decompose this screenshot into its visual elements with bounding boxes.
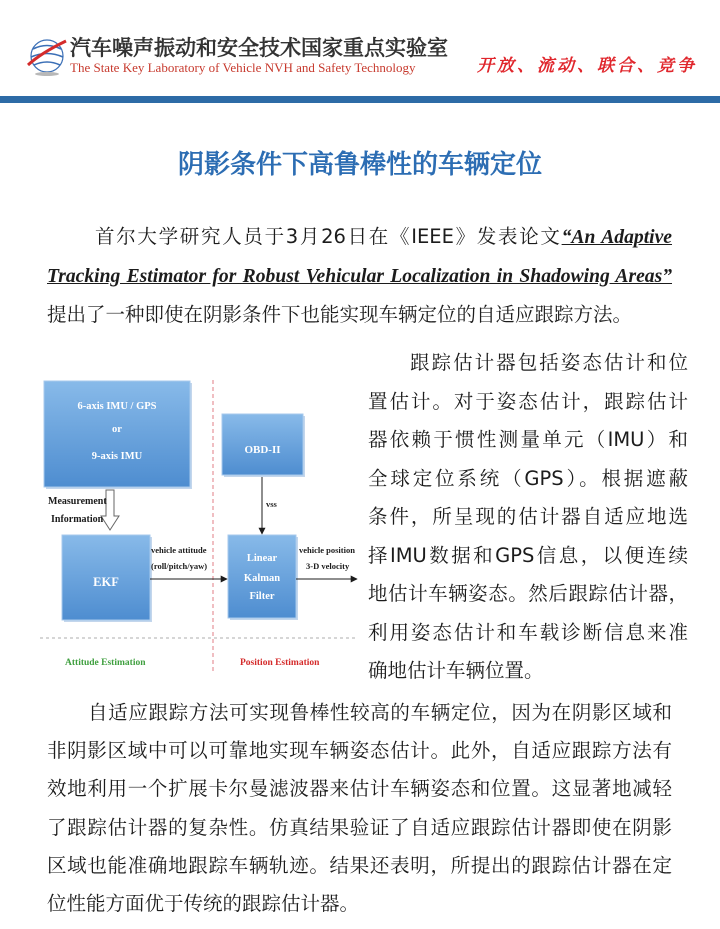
conclusion-line: 位性能方面优于传统的跟踪估计器。 bbox=[47, 892, 360, 916]
measurement-label-line-2: Information bbox=[51, 514, 104, 525]
lab-logo-icon bbox=[26, 32, 68, 78]
attitude-arrow-label-line-2: (roll/pitch/yaw) bbox=[151, 561, 208, 571]
conclusion-line: 非阴影区域中可以可靠地实现车辆姿态估计。此外，自适应跟踪方法有 bbox=[47, 739, 672, 763]
obd-label: OBD-II bbox=[244, 444, 281, 456]
intro-line-3: 提出了一种即使在阴影条件下也能实现车辆定位的自适应跟踪方法。 bbox=[47, 303, 633, 326]
kalman-label-line-3: Filter bbox=[249, 591, 275, 602]
imu-box-line-2: or bbox=[112, 424, 122, 435]
paper-title-part-2: Tracking Estimator for Robust Vehicular Localization in Shadowing Areas” bbox=[47, 266, 672, 287]
lab-name-chinese: 汽车噪声振动和安全技术国家重点实验室 bbox=[70, 36, 448, 60]
intro-line-2 bbox=[47, 257, 672, 296]
side-text-line: 地估计车辆姿态。然后跟踪估计器， bbox=[368, 582, 688, 605]
logo-base-shadow bbox=[35, 72, 59, 76]
lab-name-english: The State Key Laboratory of Vehicle NVH and Safety Technology bbox=[70, 60, 416, 75]
side-text-line: 条件，所呈现的估计器自适应地选 bbox=[368, 505, 688, 528]
ekf-label: EKF bbox=[93, 575, 119, 589]
position-section-label: Position Estimation bbox=[240, 658, 320, 668]
measurement-label-line-1: Measurement bbox=[48, 496, 107, 507]
intro-text: 首尔大学研究人员于3月26日在《IEEE》发表论文 bbox=[95, 225, 562, 248]
intro-paragraph bbox=[47, 218, 672, 334]
kalman-label-line-1: Linear bbox=[246, 553, 278, 564]
lab-slogan: 开放、流动、联合、竞争 bbox=[477, 56, 697, 76]
paper-title-part-1: “An Adaptive bbox=[561, 227, 672, 248]
side-text-line: 确地估计车辆位置。 bbox=[368, 659, 544, 682]
localization-diagram bbox=[38, 376, 360, 676]
side-text-line: 器依赖于惯性测量单元（IMU）和 bbox=[368, 428, 688, 451]
conclusion-line: 自适应跟踪方法可实现鲁棒性较高的车辆定位，因为在阴影区域和 bbox=[88, 701, 672, 724]
position-arrow-label-line-1: vehicle position bbox=[299, 545, 355, 555]
side-text-line: 择IMU数据和GPS信息，以便连续 bbox=[368, 543, 688, 567]
imu-box-line-1: 6-axis IMU / GPS bbox=[77, 401, 157, 412]
logo-globe-arc-middle bbox=[31, 54, 63, 58]
side-text-line: 跟踪估计器包括姿态估计和位 bbox=[410, 351, 688, 374]
attitude-section-label: Attitude Estimation bbox=[65, 658, 146, 668]
position-arrow-label-line-2: 3-D velocity bbox=[306, 561, 350, 571]
conclusion-line: 了跟踪估计器的复杂性。仿真结果验证了自适应跟踪估计器即使在阴影 bbox=[47, 815, 672, 839]
intro-line-1 bbox=[47, 218, 672, 257]
header-divider-bar bbox=[0, 96, 720, 103]
conclusion-line: 效地利用一个扩展卡尔曼滤波器来估计车辆姿态和位置。这显著地减轻 bbox=[47, 777, 672, 801]
side-text-line: 全球定位系统（GPS）。根据遮蔽 bbox=[368, 466, 688, 490]
vss-label: vss bbox=[266, 499, 277, 509]
conclusion-line: 区域也能准确地跟踪车辆轨迹。结果还表明，所提出的跟踪估计器在定 bbox=[47, 853, 672, 877]
imu-box-line-3: 9-axis IMU bbox=[91, 451, 143, 462]
conclusion-paragraph bbox=[47, 694, 672, 923]
logo-globe-arc-bottom bbox=[34, 62, 60, 65]
side-paragraph bbox=[368, 344, 688, 691]
side-text-line: 利用姿态估计和车载诊断信息来准 bbox=[368, 620, 688, 644]
article-title: 阴影条件下高鲁棒性的车辆定位 bbox=[177, 150, 542, 180]
attitude-arrow-label-line-1: vehicle attitude bbox=[151, 545, 207, 555]
side-text-line: 置估计。对于姿态估计，跟踪估计 bbox=[368, 389, 688, 413]
kalman-label-line-2: Kalman bbox=[243, 573, 281, 584]
